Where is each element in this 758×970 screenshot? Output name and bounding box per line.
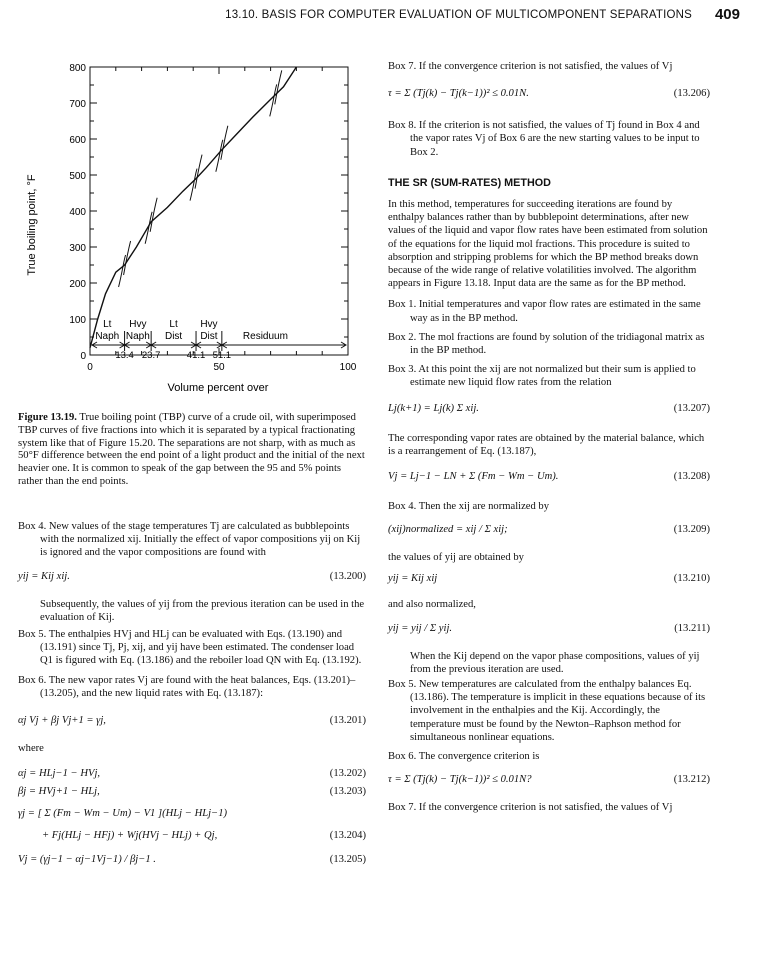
fraction-label-line1: Hvy <box>129 319 147 330</box>
eq-13-200: yij = Kij xij. <box>18 570 70 582</box>
running-title: 13.10. BASIS FOR COMPUTER EVALUATION OF MULTICOMPONENT SEPARATIONS <box>225 9 692 21</box>
right-after-210: and also normalized, <box>388 599 476 611</box>
left-after-200: Subsequently, the values of yij from the previous iteration can be used in the evaluation of Kij. <box>40 598 365 623</box>
cut-label: 13.4 <box>115 350 134 361</box>
y-tick-label: 500 <box>69 171 86 182</box>
y-tick-label: 700 <box>69 99 86 110</box>
eq-13-205: Vj = (γj−1 − αj−1Vj−1) / βj−1 . <box>18 854 156 866</box>
y-tick-label: 400 <box>69 207 86 218</box>
eq-13-211: yij = yij / Σ yij. <box>388 622 453 634</box>
y-tick-label: 600 <box>69 135 86 146</box>
eq-number: (13.206) <box>673 88 710 100</box>
eq-13-207: Lj(k+1) = Lj(k) Σ xij. <box>388 402 479 414</box>
eq-13-209: (xij)normalized = xij / Σ xij; <box>388 524 508 536</box>
fraction-label-line2: Naph <box>125 331 150 342</box>
page-number: 409 <box>714 6 740 23</box>
eq-13-204a: γj = [ Σ (Fm − Wm − Um) − V1 ](HLj − HLj−1) <box>18 808 228 820</box>
fraction-label-line2: Dist <box>200 331 218 342</box>
left-box5: Box 5. The enthalpies HVj and HLj can be evaluated with Eqs. (13.190) and (13.191) since Tj, Pj, xij, and yij have been estimated. The condenser load Q1 is figured with Eq. (13.186) and the reboiler load QN with Eq. (13.192). <box>18 629 362 667</box>
right-box8: Box 8. If the criterion is not satisfied, the values of Tj found in Box 4 and the vapor rates Vj of Box 6 are the new starting values to be input to Box 2. <box>388 120 700 158</box>
eq-number: (13.204) <box>329 830 366 842</box>
y-tick-label: 200 <box>69 279 86 290</box>
x-tick-label: 50 <box>213 362 225 373</box>
fraction-label-line2: Dist <box>164 331 183 342</box>
eq-number: (13.212) <box>673 774 710 786</box>
right-box5: Box 5. New temperatures are calculated from the enthalpy balances Eq. (13.186). The temperature is implicit in these equations because of its involvement in the enthalpies and the Kij. Accordingly, the temperature must be found by the Newton–Raphson method for simultaneous nonlinear equations. <box>388 679 706 743</box>
x-tick-label: 100 <box>339 362 357 373</box>
fraction-label-line1: Hvy <box>200 319 218 330</box>
right-box1: Box 1. Initial temperatures and vapor flow rates are estimated in the same way as in the BP method. <box>388 299 701 324</box>
fraction-label-line1: Lt <box>169 319 178 330</box>
right-column <box>388 60 710 821</box>
sr-intro: In this method, temperatures for succeeding iterations are found by enthalpy balances rather than by bubblepoint determinations, after new values of the liquid and vapor flow rates have been estimated from solution of the equations for the liquid mol fractions. This procedure is suited to absorption and stripping problems for which the BP method breaks down because of the wide range of relative volatilities involved. The algorithm appears in Figure 13.18. Input data are the same as for the BP method. <box>388 199 708 290</box>
right-box2: Box 2. The mol fractions are found by solution of the tridiagonal matrix as in the BP method. <box>388 331 705 357</box>
eq-13-201: αj Vj + βj Vj+1 = γj, <box>18 715 106 727</box>
eq-number: (13.203) <box>329 786 366 798</box>
eq-number: (13.200) <box>329 570 366 582</box>
fraction-tbp-curve <box>145 198 157 244</box>
y-tick-label: 300 <box>69 243 86 254</box>
eq-number: (13.202) <box>329 768 366 780</box>
page-header <box>20 6 740 28</box>
fraction-label-line1: Lt <box>103 319 112 330</box>
tbp-curve <box>90 67 296 348</box>
figure-caption <box>18 412 366 489</box>
right-after-209: the values of yij are obtained by <box>388 552 524 564</box>
caption-text: True boiling point (TBP) curve of a crude oil, with superimposed TBP curves of five fractions into which it is separated by a typical fractionating system like that of Figure 15.20. The separations are not sharp, with as much as 50°F difference between the end point of a light product and the initial of the next heavier one. It is common to speak of the gap between the 95 and 5% points rather than the end points. <box>18 412 365 487</box>
y-tick-label: 0 <box>80 351 86 362</box>
y-axis-label: True boiling point, °F <box>26 174 38 276</box>
eq-number: (13.211) <box>674 622 710 634</box>
eq-number: (13.205) <box>329 854 366 866</box>
y-tick-label: 100 <box>69 315 86 326</box>
plot-frame <box>90 67 348 355</box>
right-box7: Box 7. If the convergence criterion is not satisfied, the values of Vj <box>388 61 673 72</box>
caption-label: Figure 13.19. <box>18 412 77 423</box>
eq-number: (13.207) <box>673 402 710 414</box>
right-box3: Box 3. At this point the xij are not normalized but their sum is applied to estimate new liquid flow rates from the relation <box>388 364 696 389</box>
tbp-chart <box>15 55 375 395</box>
eq-13-202: αj = HLj−1 − HVj, <box>18 768 101 780</box>
cut-label: 23.7 <box>141 350 161 361</box>
eq-number: (13.208) <box>673 471 710 483</box>
y-tick-label: 800 <box>69 63 86 74</box>
left-box6: Box 6. The new vapor rates Vj are found with the heat balances, Eqs. (13.201)–(13.205), and the new liquid rates with Eq. (13.187): <box>18 674 356 699</box>
right-after-211: When the Kij depend on the vapor phase compositions, values of yij from the previous iteration are used. <box>410 650 700 675</box>
left-box4: Box 4. New values of the stage temperatures Tj are calculated as bubblepoints with the normalized xij. Initially the effect of vapor compositions yij on Kij is ignored and the vapor compositions are found with <box>18 521 361 559</box>
eq-number: (13.209) <box>673 524 710 536</box>
eq-number: (13.210) <box>673 573 710 585</box>
cut-label: 41.1 <box>186 350 206 361</box>
eq-13-204b: + Fj(HLj − HFj) + Wj(HVj − HLj) + Qj, <box>42 830 218 842</box>
eq-number: (13.201) <box>329 715 366 727</box>
fraction-label-line2: Residuum <box>242 331 288 342</box>
fraction-label-line2: Naph <box>95 331 120 342</box>
cut-label: 51.1 <box>212 350 232 361</box>
right-box6: Box 6. The convergence criterion is <box>388 751 540 763</box>
x-tick-label: 0 <box>87 362 93 373</box>
fraction-tbp-curve <box>270 70 282 116</box>
right-box4: Box 4. Then the xij are normalized by <box>388 501 550 513</box>
eq-13-210: yij = Kij xij <box>388 573 438 585</box>
eq-13-208: Vj = Lj−1 − LN + Σ (Fm − Wm − Um). <box>388 471 559 483</box>
eq-13-203: βj = HVj+1 − HLj, <box>18 786 100 798</box>
x-axis-label: Volume percent over <box>167 382 269 394</box>
right-after-207: The corresponding vapor rates are obtained by the material balance, which is a rearrangement of Eq. (13.187), <box>388 432 705 457</box>
eq-13-206: τ = Σ (Tj(k) − Tj(k−1))² ≤ 0.01N. <box>388 88 529 100</box>
right-box7b: Box 7. If the convergence criterion is not satisfied, the values of Vj <box>388 802 673 814</box>
section-heading: THE SR (SUM-RATES) METHOD <box>388 176 551 189</box>
where-text: where <box>18 743 44 755</box>
left-column <box>18 520 366 871</box>
eq-13-212: τ = Σ (Tj(k) − Tj(k−1))² ≤ 0.01N? <box>388 774 532 786</box>
